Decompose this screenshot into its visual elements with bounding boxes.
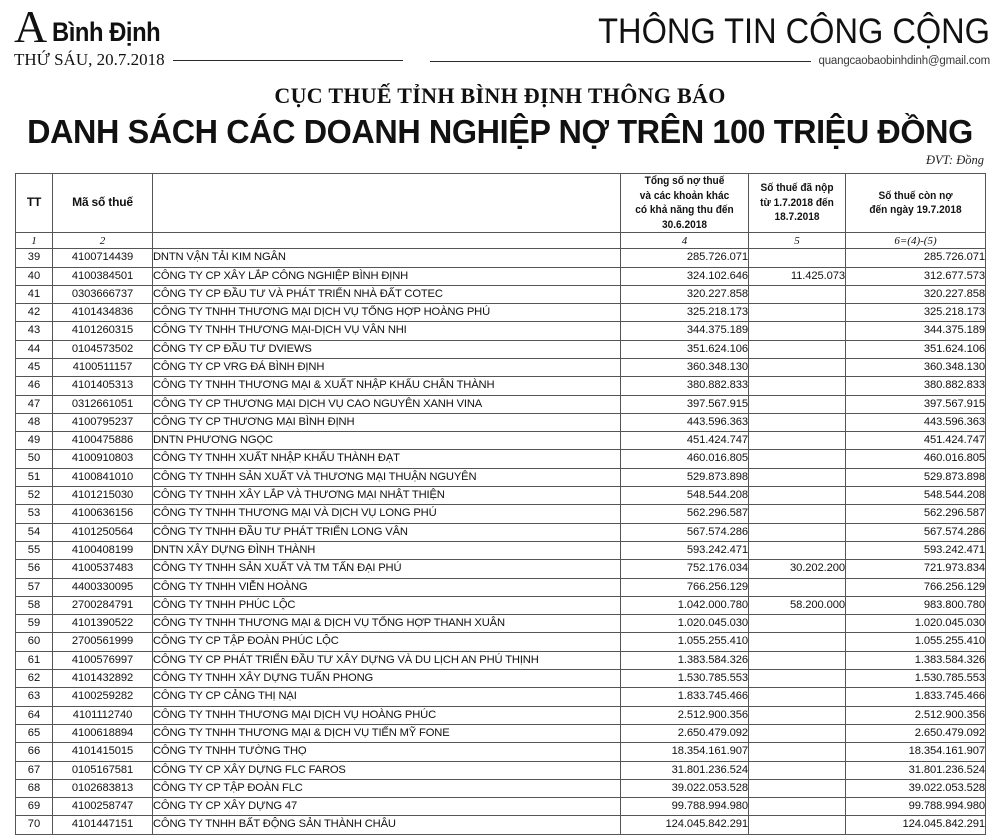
cell-total-debt: 397.567.915 [621, 395, 749, 413]
col-header-total-debt-line2: và các khoản khác [639, 189, 730, 202]
cell-paid [749, 487, 846, 505]
col-header-remaining [846, 174, 986, 233]
table-row [16, 322, 986, 340]
cell-tt: 48 [16, 413, 53, 431]
table-row [16, 615, 986, 633]
cell-remaining: 99.788.994.980 [846, 798, 986, 816]
cell-tt: 53 [16, 505, 53, 523]
cell-total-debt: 460.016.805 [621, 450, 749, 468]
cell-company-name: CÔNG TY CP CẢNG THỊ NẠI [153, 688, 621, 706]
page-title: DANH SÁCH CÁC DOANH NGHIỆP NỢ TRÊN 100 TRIỆU ĐỒNG [27, 113, 973, 151]
col-header-company-name [153, 174, 621, 233]
debt-table [15, 173, 986, 835]
cell-paid [749, 743, 846, 761]
section-title: THÔNG TIN CÔNG CỘNG [598, 12, 990, 51]
cell-tax-code: 4100408199 [53, 541, 153, 559]
cell-tt: 45 [16, 358, 53, 376]
col-header-tt-label: TT [26, 195, 42, 210]
col-number-paid: 5 [749, 233, 846, 249]
cell-paid [749, 340, 846, 358]
cell-paid [749, 615, 846, 633]
cell-tax-code: 4101434836 [53, 304, 153, 322]
table-row [16, 541, 986, 559]
cell-company-name: CÔNG TY TNHH THƯƠNG MẠI DỊCH VỤ TỔNG HỢP HOÀNG PHÚ [153, 304, 621, 322]
cell-paid [749, 706, 846, 724]
brand-name: Bình Định [52, 17, 161, 47]
table-row [16, 651, 986, 669]
cell-tax-code: 4100795237 [53, 413, 153, 431]
cell-paid [749, 688, 846, 706]
table-row [16, 377, 986, 395]
table-row [16, 432, 986, 450]
cell-tt: 43 [16, 322, 53, 340]
cell-company-name: CÔNG TY TNHH XÂY LẮP VÀ THƯƠNG MẠI NHẬT THIỆN [153, 487, 621, 505]
cell-paid [749, 285, 846, 303]
cell-company-name: CÔNG TY CP VRG ĐÁ BÌNH ĐỊNH [153, 358, 621, 376]
table-row [16, 779, 986, 797]
col-header-paid [749, 174, 846, 233]
cell-total-debt: 1.055.255.410 [621, 633, 749, 651]
cell-tt: 60 [16, 633, 53, 651]
cell-total-debt: 325.218.173 [621, 304, 749, 322]
cell-tax-code: 4100618894 [53, 724, 153, 742]
cell-tax-code: 4100714439 [53, 249, 153, 267]
cell-tax-code: 4101415015 [53, 743, 153, 761]
cell-tt: 39 [16, 249, 53, 267]
announcement-subtitle: CỤC THUẾ TỈNH BÌNH ĐỊNH THÔNG BÁO [274, 83, 726, 108]
cell-tax-code: 4101112740 [53, 706, 153, 724]
table-body [16, 249, 986, 835]
cell-paid [749, 450, 846, 468]
cell-remaining: 351.624.106 [846, 340, 986, 358]
masthead-date-row [14, 50, 344, 70]
cell-remaining: 2.512.900.356 [846, 706, 986, 724]
cell-tax-code: 4100511157 [53, 358, 153, 376]
cell-remaining: 562.296.587 [846, 505, 986, 523]
masthead-left [14, 0, 344, 70]
cell-tt: 58 [16, 596, 53, 614]
cell-paid [749, 322, 846, 340]
col-number-total-debt: 4 [621, 233, 749, 249]
cell-total-debt: 1.833.745.466 [621, 688, 749, 706]
cell-company-name: CÔNG TY CP THƯƠNG MẠI BÌNH ĐỊNH [153, 413, 621, 431]
table-row [16, 487, 986, 505]
logo-letter-a-icon: A [14, 0, 47, 52]
column-number-row [16, 233, 986, 249]
cell-tt: 61 [16, 651, 53, 669]
cell-company-name: CÔNG TY TNHH SẢN XUẤT VÀ TM TẤN ĐẠI PHÚ [153, 560, 621, 578]
cell-company-name: CÔNG TY CP TẬP ĐOÀN FLC [153, 779, 621, 797]
cell-total-debt: 567.574.286 [621, 523, 749, 541]
col-header-tt [16, 174, 53, 233]
col-number-company-name [153, 233, 621, 249]
cell-remaining: 443.596.363 [846, 413, 986, 431]
cell-tt: 51 [16, 468, 53, 486]
col-header-paid-line1: Số thuế đã nộp [760, 182, 834, 195]
cell-paid [749, 249, 846, 267]
cell-paid [749, 523, 846, 541]
table-row [16, 688, 986, 706]
cell-tax-code: 4100475886 [53, 432, 153, 450]
cell-company-name: CÔNG TY CP XÂY DỰNG 47 [153, 798, 621, 816]
col-header-tax-code-label: Mã số thuế [72, 195, 133, 210]
col-header-paid-line2: từ 1.7.2018 đến [760, 196, 834, 209]
cell-remaining: 766.256.129 [846, 578, 986, 596]
cell-company-name: CÔNG TY CP TẬP ĐOÀN PHÚC LỘC [153, 633, 621, 651]
table-row [16, 578, 986, 596]
table-row [16, 633, 986, 651]
cell-paid: 11.425.073 [749, 267, 846, 285]
cell-tax-code: 4100576997 [53, 651, 153, 669]
table-row [16, 560, 986, 578]
cell-tt: 52 [16, 487, 53, 505]
cell-total-debt: 1.042.000.780 [621, 596, 749, 614]
cell-paid [749, 724, 846, 742]
col-header-tax-code [53, 174, 153, 233]
cell-tt: 62 [16, 670, 53, 688]
cell-paid [749, 779, 846, 797]
cell-tt: 57 [16, 578, 53, 596]
cell-tax-code: 0102683813 [53, 779, 153, 797]
cell-company-name: CÔNG TY CP PHÁT TRIỂN ĐẦU TƯ XÂY DỰNG VÀ DU LỊCH AN PHÚ THỊNH [153, 651, 621, 669]
cell-remaining: 529.873.898 [846, 468, 986, 486]
col-number-tt: 1 [16, 233, 53, 249]
cell-company-name: CÔNG TY CP ĐẦU TƯ VÀ PHÁT TRIỂN NHÀ ĐẤT COTEC [153, 285, 621, 303]
cell-remaining: 31.801.236.524 [846, 761, 986, 779]
col-number-tax-code: 2 [53, 233, 153, 249]
cell-tax-code: 0312661051 [53, 395, 153, 413]
table-row [16, 505, 986, 523]
table-row [16, 596, 986, 614]
cell-company-name: CÔNG TY TNHH TƯỜNG THỌ [153, 743, 621, 761]
cell-tax-code: 2700284791 [53, 596, 153, 614]
cell-remaining: 567.574.286 [846, 523, 986, 541]
cell-total-debt: 593.242.471 [621, 541, 749, 559]
cell-tt: 66 [16, 743, 53, 761]
cell-company-name: CÔNG TY CP XÂY LẮP CÔNG NGHIỆP BÌNH ĐỊNH [153, 267, 621, 285]
cell-tax-code: 2700561999 [53, 633, 153, 651]
table-row [16, 340, 986, 358]
cell-company-name: CÔNG TY TNHH BẤT ĐỘNG SẢN THÀNH CHÂU [153, 816, 621, 834]
cell-company-name: CÔNG TY TNHH THƯƠNG MẠI & DỊCH VỤ TIẾN MỸ FONE [153, 724, 621, 742]
cell-tax-code: 4100384501 [53, 267, 153, 285]
cell-company-name: DNTN VẬN TẢI KIM NGÂN [153, 249, 621, 267]
cell-remaining: 983.800.780 [846, 596, 986, 614]
cell-tt: 47 [16, 395, 53, 413]
cell-tax-code: 4101405313 [53, 377, 153, 395]
table-row [16, 761, 986, 779]
cell-tt: 50 [16, 450, 53, 468]
table-row [16, 304, 986, 322]
publication-date: THỨ SÁU, 20.7.2018 [14, 50, 165, 69]
debt-table-container [15, 173, 985, 835]
cell-remaining: 312.677.573 [846, 267, 986, 285]
cell-total-debt: 548.544.208 [621, 487, 749, 505]
cell-company-name: CÔNG TY TNHH THƯƠNG MẠI DỊCH VỤ HOÀNG PHÚC [153, 706, 621, 724]
cell-tt: 49 [16, 432, 53, 450]
cell-remaining: 1.020.045.030 [846, 615, 986, 633]
cell-tax-code: 4100841010 [53, 468, 153, 486]
table-row [16, 413, 986, 431]
table-row [16, 724, 986, 742]
table-row [16, 249, 986, 267]
cell-paid [749, 358, 846, 376]
cell-remaining: 593.242.471 [846, 541, 986, 559]
col-header-paid-line3: 18.7.2018 [774, 211, 820, 224]
cell-tt: 42 [16, 304, 53, 322]
cell-company-name: CÔNG TY CP ĐẦU TƯ DVIEWS [153, 340, 621, 358]
table-row [16, 523, 986, 541]
cell-remaining: 344.375.189 [846, 322, 986, 340]
cell-remaining: 721.973.834 [846, 560, 986, 578]
cell-company-name: CÔNG TY TNHH VIỄN HOÀNG [153, 578, 621, 596]
cell-paid [749, 541, 846, 559]
cell-remaining: 548.544.208 [846, 487, 986, 505]
col-header-total-debt-line3: có khả năng thu đến 30.6.2018 [635, 204, 734, 231]
cell-tax-code: 4101390522 [53, 615, 153, 633]
cell-total-debt: 320.227.858 [621, 285, 749, 303]
cell-total-debt: 360.348.130 [621, 358, 749, 376]
currency-unit-note: ĐVT: Đồng [926, 153, 984, 168]
cell-tax-code: 4101432892 [53, 670, 153, 688]
col-header-remaining-line2: đến ngày 19.7.2018 [869, 204, 962, 217]
cell-company-name: CÔNG TY TNHH THƯƠNG MẠI & DỊCH VỤ TỔNG HỢP THANH XUÂN [153, 615, 621, 633]
table-row [16, 706, 986, 724]
cell-tax-code: 4400330095 [53, 578, 153, 596]
cell-tt: 46 [16, 377, 53, 395]
cell-paid [749, 798, 846, 816]
cell-total-debt: 124.045.842.291 [621, 816, 749, 834]
table-row [16, 670, 986, 688]
cell-paid [749, 816, 846, 834]
cell-total-debt: 380.882.833 [621, 377, 749, 395]
cell-tt: 65 [16, 724, 53, 742]
table-row [16, 358, 986, 376]
cell-paid [749, 304, 846, 322]
cell-company-name: CÔNG TY TNHH PHÚC LỘC [153, 596, 621, 614]
table-row [16, 816, 986, 834]
cell-company-name: CÔNG TY TNHH THƯƠNG MẠI VÀ DỊCH VỤ LONG PHÚ [153, 505, 621, 523]
cell-tax-code: 4101215030 [53, 487, 153, 505]
cell-total-debt: 443.596.363 [621, 413, 749, 431]
brand-row [14, 0, 344, 52]
cell-remaining: 18.354.161.907 [846, 743, 986, 761]
cell-paid [749, 413, 846, 431]
cell-tax-code: 4101447151 [53, 816, 153, 834]
cell-total-debt: 562.296.587 [621, 505, 749, 523]
cell-total-debt: 344.375.189 [621, 322, 749, 340]
cell-tax-code: 4101250564 [53, 523, 153, 541]
masthead-rule-left [173, 60, 403, 61]
cell-paid [749, 377, 846, 395]
heading-block [0, 84, 1000, 151]
col-number-remaining: 6=(4)-(5) [846, 233, 986, 249]
table-row [16, 450, 986, 468]
table-row [16, 267, 986, 285]
cell-remaining: 1.833.745.466 [846, 688, 986, 706]
cell-remaining: 320.227.858 [846, 285, 986, 303]
cell-total-debt: 1.530.785.553 [621, 670, 749, 688]
cell-remaining: 1.383.584.326 [846, 651, 986, 669]
cell-tax-code: 0104573502 [53, 340, 153, 358]
cell-tt: 63 [16, 688, 53, 706]
cell-remaining: 39.022.053.528 [846, 779, 986, 797]
cell-paid [749, 432, 846, 450]
cell-company-name: CÔNG TY TNHH XUẤT NHẬP KHẨU THÀNH ĐẠT [153, 450, 621, 468]
cell-tt: 54 [16, 523, 53, 541]
cell-total-debt: 2.650.479.092 [621, 724, 749, 742]
cell-tax-code: 0105167581 [53, 761, 153, 779]
cell-total-debt: 31.801.236.524 [621, 761, 749, 779]
cell-tt: 67 [16, 761, 53, 779]
cell-company-name: CÔNG TY TNHH XÂY DỰNG TUẤN PHONG [153, 670, 621, 688]
header-row [16, 174, 986, 233]
cell-paid [749, 578, 846, 596]
cell-tax-code: 4100910803 [53, 450, 153, 468]
cell-company-name: CÔNG TY CP XÂY DỰNG FLC FAROS [153, 761, 621, 779]
cell-tt: 44 [16, 340, 53, 358]
cell-paid [749, 633, 846, 651]
cell-remaining: 360.348.130 [846, 358, 986, 376]
cell-total-debt: 1.383.584.326 [621, 651, 749, 669]
cell-tt: 68 [16, 779, 53, 797]
cell-tax-code: 4101260315 [53, 322, 153, 340]
cell-total-debt: 2.512.900.356 [621, 706, 749, 724]
cell-remaining: 1.530.785.553 [846, 670, 986, 688]
cell-remaining: 124.045.842.291 [846, 816, 986, 834]
cell-company-name: DNTN PHƯƠNG NGỌC [153, 432, 621, 450]
table-row [16, 468, 986, 486]
cell-paid [749, 505, 846, 523]
masthead [0, 0, 1000, 78]
cell-paid [749, 761, 846, 779]
cell-remaining: 2.650.479.092 [846, 724, 986, 742]
cell-total-debt: 529.873.898 [621, 468, 749, 486]
cell-total-debt: 766.256.129 [621, 578, 749, 596]
cell-tt: 40 [16, 267, 53, 285]
cell-total-debt: 752.176.034 [621, 560, 749, 578]
cell-remaining: 325.218.173 [846, 304, 986, 322]
cell-remaining: 285.726.071 [846, 249, 986, 267]
cell-tax-code: 0303666737 [53, 285, 153, 303]
cell-paid: 58.200.000 [749, 596, 846, 614]
cell-tax-code: 4100259282 [53, 688, 153, 706]
table-row [16, 395, 986, 413]
cell-company-name: CÔNG TY TNHH SẢN XUẤT VÀ THƯƠNG MẠI THUẬN NGUYÊN [153, 468, 621, 486]
table-row [16, 743, 986, 761]
cell-tt: 41 [16, 285, 53, 303]
table-row [16, 285, 986, 303]
cell-tt: 56 [16, 560, 53, 578]
cell-paid: 30.202.200 [749, 560, 846, 578]
cell-total-debt: 18.354.161.907 [621, 743, 749, 761]
cell-total-debt: 451.424.747 [621, 432, 749, 450]
cell-remaining: 380.882.833 [846, 377, 986, 395]
cell-total-debt: 324.102.646 [621, 267, 749, 285]
cell-paid [749, 651, 846, 669]
cell-tt: 64 [16, 706, 53, 724]
cell-company-name: CÔNG TY TNHH THƯƠNG MẠI-DỊCH VỤ VÂN NHI [153, 322, 621, 340]
cell-total-debt: 99.788.994.980 [621, 798, 749, 816]
masthead-right [430, 14, 990, 67]
col-header-total-debt-line1: Tổng số nợ thuế [644, 175, 725, 188]
masthead-rule-right [430, 61, 811, 62]
cell-paid [749, 395, 846, 413]
table-row [16, 798, 986, 816]
cell-company-name: CÔNG TY TNHH ĐẦU TƯ PHÁT TRIỂN LONG VÂN [153, 523, 621, 541]
cell-tt: 69 [16, 798, 53, 816]
cell-tt: 70 [16, 816, 53, 834]
contact-email: quangcaobaobinhdinh@gmail.com [818, 55, 990, 67]
masthead-email-row [430, 55, 990, 67]
cell-tax-code: 4100636156 [53, 505, 153, 523]
cell-total-debt: 285.726.071 [621, 249, 749, 267]
cell-remaining: 451.424.747 [846, 432, 986, 450]
cell-tt: 59 [16, 615, 53, 633]
cell-company-name: DNTN XÂY DỰNG ĐÌNH THÀNH [153, 541, 621, 559]
cell-total-debt: 1.020.045.030 [621, 615, 749, 633]
cell-company-name: CÔNG TY TNHH THƯƠNG MẠI & XUẤT NHẬP KHẨU CHÂN THÀNH [153, 377, 621, 395]
col-header-remaining-line1: Số thuế còn nợ [878, 189, 953, 202]
cell-tt: 55 [16, 541, 53, 559]
cell-remaining: 397.567.915 [846, 395, 986, 413]
cell-paid [749, 670, 846, 688]
table-head [16, 174, 986, 249]
cell-tax-code: 4100258747 [53, 798, 153, 816]
cell-tax-code: 4100537483 [53, 560, 153, 578]
cell-remaining: 1.055.255.410 [846, 633, 986, 651]
cell-total-debt: 351.624.106 [621, 340, 749, 358]
cell-paid [749, 468, 846, 486]
col-header-total-debt [621, 174, 749, 233]
cell-company-name: CÔNG TY CP THƯƠNG MẠI DỊCH VỤ CAO NGUYÊN XANH VINA [153, 395, 621, 413]
cell-total-debt: 39.022.053.528 [621, 779, 749, 797]
cell-remaining: 460.016.805 [846, 450, 986, 468]
